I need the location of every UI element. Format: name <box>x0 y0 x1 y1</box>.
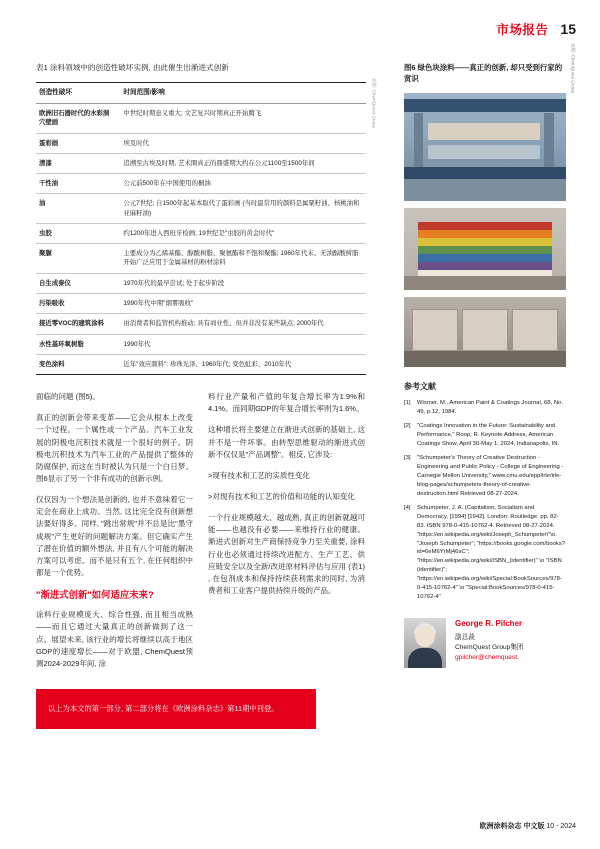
paragraph: 面临的问题 (图5)。 <box>36 392 100 402</box>
table-row <box>36 103 366 133</box>
cell-timeframe: 追溯至古埃及时期, 艺术圈真正的鼎盛期大约在公元1100至1500年间 <box>120 153 366 173</box>
cell-timeframe: 约1200年进入西班牙检画; 19世纪是"虫胶的黄金时代" <box>120 223 366 243</box>
section-heading: "渐进式创新"如何适应未来? <box>36 589 154 601</box>
table-row <box>36 133 366 153</box>
body-column-1 <box>36 391 193 679</box>
cell-disruption: 清漆 <box>36 153 120 173</box>
cell-timeframe: 由消费者和监管机构推动; 具有商业性、但并非没有某些缺点; 2000年代 <box>120 314 366 334</box>
paragraph: 料行业产量和产值的年复合增长率为1.9%和4.1%。而同期GDP的年复合增长率则为1.6%。 <box>208 392 365 414</box>
table-header-row <box>36 83 366 104</box>
reference-number: [2] <box>404 422 411 429</box>
table-row <box>36 244 366 274</box>
footer-issue: 10 - 2024 <box>546 823 576 830</box>
cell-disruption: 变色涂料 <box>36 354 120 374</box>
list-item <box>404 422 566 449</box>
paragraph: 仅仅因为一个想法是创新的, 也并不意味着它一定会在商业上成功。当然, 这比完全没有创新想法要好得多。同样, "跳出常规"并不总是比"墨守成规"产生更好的问题解决方案。但它确实产生了潜在价值的额外想法, 并且有八个可能的解决方案可以考虑。而不是只有五个, 在任何组织中都是一个优势。 <box>36 495 193 577</box>
cell-timeframe: 中世纪时期意义重大; 文艺复兴时期真正开始腾飞 <box>120 103 366 133</box>
cell-timeframe: 近年"效应颜料": 珍珠光泽、1960年代; 变色虹彩、2010年代 <box>120 354 366 374</box>
table-row <box>36 273 366 293</box>
cell-timeframe: 1990年代 <box>120 334 366 354</box>
references-list <box>404 399 566 602</box>
table-row <box>36 194 366 224</box>
left-column <box>36 62 376 729</box>
table-source-credit: 来源: ChemQuest Group <box>371 78 376 129</box>
references-heading: 参考文献 <box>404 381 436 391</box>
table-row <box>36 223 366 243</box>
paragraph: 涂料行业规模庞大、综合性强, 而且相当成熟——而且它通过大量真正的创新做到了这一点。展望未来, 该行业的增长将继续以高于地区GDP的速度增长——对于欧盟, ChemQuest预测2024-2029年间, 涂 <box>36 610 193 668</box>
col-header-timeframe: 时间范围/影响 <box>120 83 366 104</box>
page-header <box>496 20 576 38</box>
cell-timeframe: 1970年代的最早尝试; 处于起步阶段 <box>120 273 366 293</box>
photo-coating-line <box>404 93 566 201</box>
cell-timeframe: 主要成分为乙烯基酯、醇酸树脂、聚氨酯和不饱和聚酯; 1960年代末、无油醇酸树脂开始广泛应用于金属基材的粉材涂料 <box>120 244 366 274</box>
reference-text: "Coatings Innovation in the Future: Sustainability and Performance," Roop, R. Keynote Address, American Coatings Show, April 30-May 1, 2024, Indianapolis, IN. <box>417 422 560 447</box>
author-block <box>404 618 566 668</box>
body-column-2 <box>208 391 365 679</box>
figure-source-credit: 来源: ChemQuest Group <box>570 42 575 93</box>
body-text <box>36 391 366 679</box>
cell-disruption: 水性基环氧树脂 <box>36 334 120 354</box>
cell-disruption: 污染吸收 <box>36 294 120 314</box>
table-row <box>36 153 366 173</box>
cell-disruption: 自生成泰仪 <box>36 273 120 293</box>
reference-number: [4] <box>404 504 411 511</box>
creative-destruction-table <box>36 82 366 375</box>
paragraph: 真正的创新会带来变革——它会从根本上改变一个过程。一个属性或一个产品。汽车工业发展的阴极电沉积技术就是一个很好的例子。阴极电沉积技术为汽车工业的产品提供了整体的防腐保护, 而这在当时被认为只是一个白日梦。图6显示了另一个非有成功的创新示例。 <box>36 413 193 483</box>
cell-disruption: 欧洲旧石器时代的水彩洞穴壁画 <box>36 103 120 133</box>
avatar <box>404 618 446 668</box>
section-label: 市场报告 <box>496 23 549 37</box>
paragraph: 一个行业规模越大、越成熟, 真正的创新就越可能——也越没有必要——来维持行业的健康。渐进式创新对生产商保持竞争力至关重要, 涂料行业也必须通过持续改进配方、生产工艺、供应链安全以及全新/改进原材料评估与应用 (表1) , 在包剂成本和保持持续获利需求的同时, 为消费者和工业客户提供持续升级的产品。 <box>208 513 365 595</box>
cell-timeframe: 埃及时代 <box>120 133 366 153</box>
cell-timeframe: 公元前500年在中国使用的桐油 <box>120 174 366 194</box>
reference-text: Schumpeter, J. A. (Capitalism, Socialism and Democracy, [1994] [1942]. London: Routledge. pp. 82-83. ISBN 978-0-415-10762-4. Retrieved 08-27-2024. "https://en.wikipedia.org/wiki/Joseph_Schumpeter\"\o. "Joseph Schumpeter"; "https://books.google.com/books?id=6eM6YrMj46sC"; "https://en.wikipedia.org/wiki/ISBN_(identifier)" \o "ISBN (identifier)"; "https://en.wikipedia.org/wiki/Special:BookSources/978-0-415-10762-4" \o "Special:BookSources/978-0-415-10762-4" <box>417 504 566 601</box>
list-item <box>404 454 566 499</box>
reference-number: [3] <box>404 454 411 461</box>
page-number: 15 <box>560 21 576 37</box>
table-row <box>36 314 366 334</box>
cell-disruption: 接近零VOC的建筑涂料 <box>36 314 120 334</box>
cell-timeframe: 公元7世纪; 自1500年起基本取代了蛋彩画 (当时最常用的颜料是属粟籽油、核桃油和亚麻籽油) <box>120 194 366 224</box>
photo-color-panels <box>404 208 566 290</box>
bullet-item: >对现有技术和工艺的价值和功能的认知变化 <box>208 492 355 501</box>
cell-disruption: 虫胶 <box>36 223 120 243</box>
reference-number: [1] <box>404 399 411 406</box>
cell-disruption: 油 <box>36 194 120 224</box>
table-row <box>36 354 366 374</box>
paragraph: 这种增长将主要建立在渐进式创新的基础上, 这并不是一件坏事。由转型思维驱动的渐进式创新不仅仅是"产品调整"。相反, 它涉及: <box>208 425 365 459</box>
author-name: George R. Pilcher <box>455 619 523 629</box>
photo-coil-rolls <box>404 297 566 367</box>
list-item <box>404 399 566 417</box>
author-info <box>455 618 524 663</box>
reference-text: "Schumpeter's Theory of Creative Destruction - Engineering and Public Policy - College of Engineering - Carnegie Mellon University," www.cmu.edu/epp/irle/irle-blog-pages/schumpeters-theory-of-creative-destruction.html Retrieved 08-27-2024. <box>417 454 564 497</box>
table-row <box>36 174 366 194</box>
table-caption: 表1 涂料领域中的创造性破坏实例, 由此催生出渐进式创新 <box>36 63 229 72</box>
cell-disruption: 干性油 <box>36 174 120 194</box>
footer-publication: 欧洲涂料杂志 <box>479 823 522 830</box>
footer-edition: 中文版 <box>523 823 545 830</box>
author-email[interactable]: gpilcher@chemquest. <box>455 654 519 662</box>
right-column <box>404 42 575 668</box>
cell-timeframe: 1990年代中期"烟雾吸收" <box>120 294 366 314</box>
author-title: 副总裁 <box>455 633 475 641</box>
bullet-item: >现有技术和工艺的实质性变化 <box>208 470 310 480</box>
page-footer <box>480 821 577 831</box>
cell-disruption: 蛋彩画 <box>36 133 120 153</box>
table-row <box>36 334 366 354</box>
part-two-callout: 以上为本文的第一部分, 第二部分将在《欧洲涂料杂志》第11期中刊登。 <box>36 689 316 729</box>
author-company: ChemQuest Group集团 <box>455 643 524 651</box>
figure-caption: 图6 绿色块涂料——真正的创新, 却只受到行家的赏识 <box>404 63 563 84</box>
table-row <box>36 294 366 314</box>
col-header-disruption: 创造性破坏 <box>36 83 120 104</box>
list-item <box>404 504 566 603</box>
cell-disruption: 聚脲 <box>36 244 120 274</box>
reference-text: Wismer, M., American Paint & Coatings Journal, 68, No. 49, p.12, 1984. <box>417 399 564 415</box>
